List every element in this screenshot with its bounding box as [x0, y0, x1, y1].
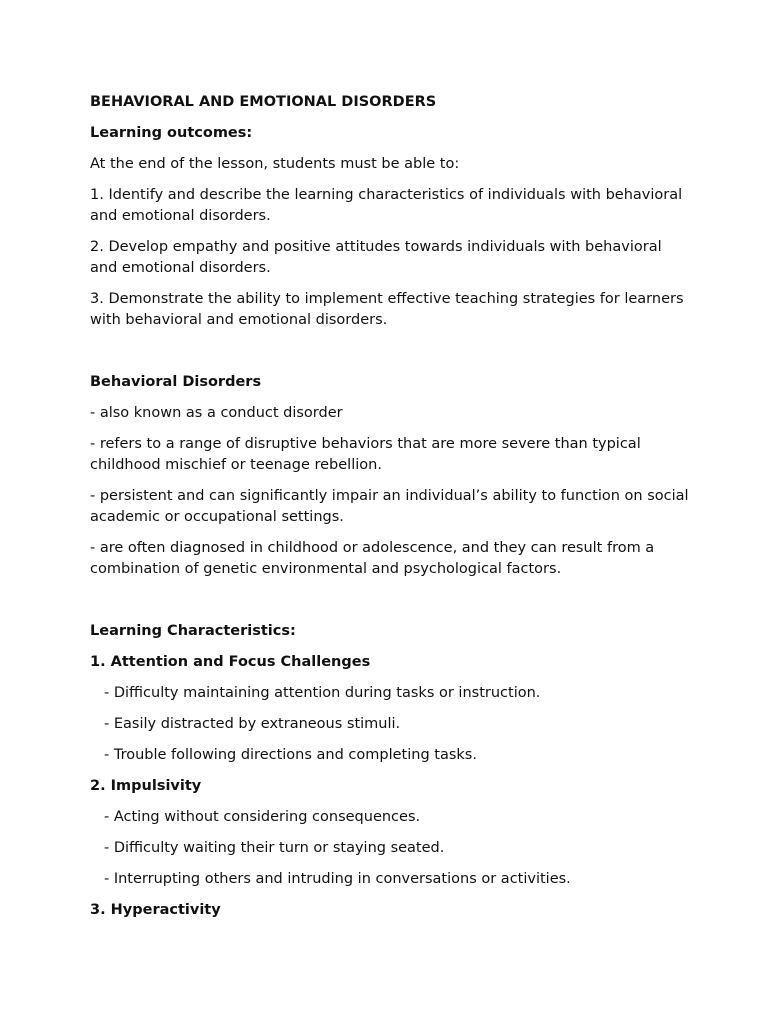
characteristic-title: 2. Impulsivity: [90, 778, 202, 794]
document-title: BEHAVIORAL AND EMOTIONAL DISORDERS: [90, 94, 437, 110]
characteristic-item: - Difficulty waiting their turn or staying seated.: [104, 840, 445, 856]
learning-outcome-item: 2. Develop empathy and positive attitudes towards individuals with behavioral and emotional disorders.: [90, 239, 662, 276]
behavioral-disorder-item: - persistent and can significantly impair an individual’s ability to function on social academic or occupational settings.: [90, 488, 689, 525]
learning-outcome-item: 3. Demonstrate the ability to implement effective teaching strategies for learners with behavioral and emotional disorders.: [90, 291, 684, 328]
characteristic-item: - Difficulty maintaining attention during tasks or instruction.: [104, 685, 541, 701]
section-spacer: [90, 590, 690, 621]
document-content: [90, 92, 690, 931]
characteristic-item: - Easily distracted by extraneous stimuli.: [104, 716, 401, 732]
behavioral-disorder-item: - refers to a range of disruptive behaviors that are more severe than typical childhood mischief or teenage rebellion.: [90, 436, 641, 473]
characteristic-title: 3. Hyperactivity: [90, 902, 221, 918]
learning-outcome-item: 1. Identify and describe the learning characteristics of individuals with behavioral and emotional disorders.: [90, 187, 683, 224]
behavioral-disorder-item: - also known as a conduct disorder: [90, 405, 343, 421]
behavioral-disorder-item: - are often diagnosed in childhood or adolescence, and they can result from a combination of genetic environmental and psychological factors.: [90, 540, 655, 577]
behavioral-disorders-heading: Behavioral Disorders: [90, 374, 262, 390]
learning-characteristics-heading: Learning Characteristics:: [90, 623, 296, 639]
characteristic-item: - Acting without considering consequences.: [104, 809, 421, 825]
characteristic-item: - Trouble following directions and completing tasks.: [104, 747, 477, 763]
learning-outcomes-intro: At the end of the lesson, students must be able to:: [90, 156, 460, 172]
characteristic-title: 1. Attention and Focus Challenges: [90, 654, 371, 670]
characteristic-item: - Interrupting others and intruding in conversations or activities.: [104, 871, 571, 887]
section-spacer: [90, 341, 690, 372]
learning-outcomes-heading: Learning outcomes:: [90, 125, 253, 141]
